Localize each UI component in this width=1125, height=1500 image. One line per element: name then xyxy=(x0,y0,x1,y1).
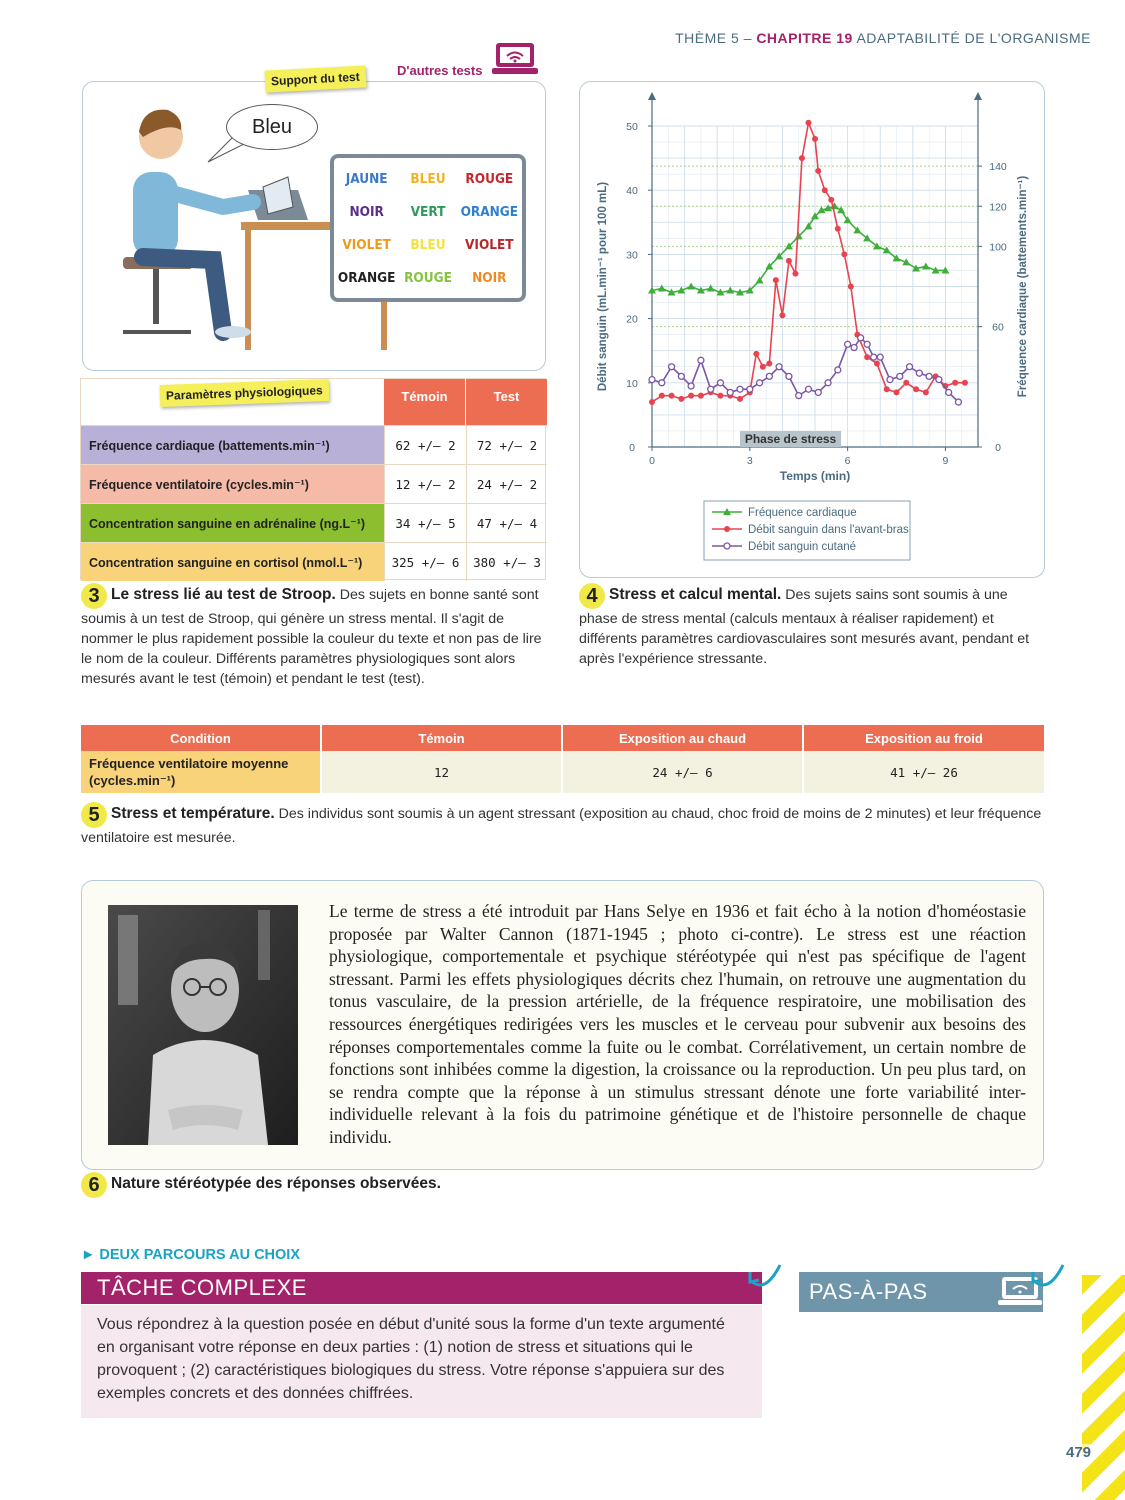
data-point xyxy=(835,226,841,232)
y2-tick-label: 60 xyxy=(992,321,1004,334)
physio-row-label: Concentration sanguine en cortisol (nmol.L⁻¹) xyxy=(81,543,384,581)
stroop-word: NOIR xyxy=(349,203,384,220)
data-point xyxy=(825,380,831,386)
data-point xyxy=(903,380,909,386)
data-point xyxy=(766,361,772,367)
physio-table-wrapper xyxy=(80,378,546,580)
data-point xyxy=(678,373,684,379)
doc4-caption xyxy=(579,583,1049,669)
data-point xyxy=(936,377,942,383)
data-point xyxy=(717,393,723,399)
doc5-caption xyxy=(81,802,1049,848)
data-point xyxy=(841,251,847,257)
temp-value-chaud: 24 +/– 6 xyxy=(562,751,803,793)
data-point xyxy=(877,354,883,360)
data-point xyxy=(887,377,893,383)
doc6-title: Nature stéréotypée des réponses observées. xyxy=(111,1175,441,1192)
temp-header-condition: Condition xyxy=(81,725,321,751)
data-point xyxy=(678,396,684,402)
y2-tick-label: 120 xyxy=(989,201,1007,214)
data-point xyxy=(815,168,821,174)
data-point xyxy=(766,373,772,379)
doc4-text: Des sujets sains sont soumis à une phase de stress mental (calculs mentaux à réaliser rapidement) et différents paramètres cardiovasculaires sont mesurés avant, pendant et après l'expérience stressante. xyxy=(579,587,1030,667)
arrow-icon xyxy=(1028,1260,1068,1295)
parcours-label: ► DEUX PARCOURS AU CHOIX xyxy=(81,1247,300,1263)
doc5-number: 5 xyxy=(81,802,107,828)
legend-marker xyxy=(724,543,730,549)
physio-temoin-value: 34 +/– 5 xyxy=(384,504,466,542)
stroop-word: VIOLET xyxy=(465,236,514,253)
doc6-number: 6 xyxy=(81,1172,107,1198)
arrow-icon xyxy=(745,1260,785,1295)
data-point xyxy=(707,285,715,292)
col-temoin-header: Témoin xyxy=(384,379,465,425)
data-point xyxy=(845,341,851,347)
stroop-word: BLEU xyxy=(410,170,446,187)
temp-value-froid: 41 +/– 26 xyxy=(803,751,1044,793)
stroop-word: VIOLET xyxy=(342,236,391,253)
legend-label: Fréquence cardiaque xyxy=(748,507,857,519)
cannon-photo xyxy=(108,905,298,1145)
stroop-word: ORANGE xyxy=(460,203,519,220)
data-point xyxy=(851,344,857,350)
physio-row xyxy=(81,425,547,464)
temp-header-froid: Exposition au froid xyxy=(803,725,1044,751)
data-point xyxy=(747,386,753,392)
doc3-number: 3 xyxy=(81,583,107,609)
data-point xyxy=(805,386,811,392)
parcours-label-text: DEUX PARCOURS AU CHOIX xyxy=(99,1247,300,1263)
temp-value-temoin: 12 xyxy=(321,751,562,793)
y-tick-label: 30 xyxy=(626,249,638,262)
data-point xyxy=(796,393,802,399)
data-point xyxy=(799,155,805,161)
data-point xyxy=(649,377,655,383)
physio-temoin-value: 12 +/– 2 xyxy=(384,465,466,503)
physio-test-value: 24 +/– 2 xyxy=(466,465,547,503)
data-point xyxy=(837,206,845,213)
data-point xyxy=(962,380,968,386)
data-point xyxy=(894,389,900,395)
y-tick-label: 20 xyxy=(626,313,638,326)
doc3-title: Le stress lié au test de Stroop. xyxy=(111,586,336,603)
data-point xyxy=(776,364,782,370)
cannon-text: Le terme de stress a été introduit par Hans Selye en 1936 et fait écho à la notion d'homéostasie proposée par Walter Cannon (1871-1945 ; photo ci-contre). Le stress est une réaction physiologique, comportementale et psychique stéréotypée qui n'est pas spécifique de l'agent stressant. Parmi les effets physiologiques décrits chez l'humain, on retrouve une augmentation du tonus vasculaire, de la pression artérielle, de la fréquence respiratoire, une mobilisation des ressources énergétiques redirigées vers les muscles et le cerveau pour subvenir aux besoins des réponses comportementales comme la fuite ou le combat. Corrélativement, un certain nombre de fonctions sont inhibées comme la digestion, la croissance ou la reproduction. Un peu plus tard, on se rendra compte que la réponse à un stimulus stressant dénote une forte variabilité inter-individuelle relevant à la fois du patrimoine génétique et de l'histoire personnelle de chaque individu. xyxy=(329,901,1026,1147)
physio-row-label: Concentration sanguine en adrénaline (ng.L⁻¹) xyxy=(81,504,384,542)
stroop-word: ROUGE xyxy=(465,170,514,187)
data-point xyxy=(874,361,880,367)
doc3-caption xyxy=(81,583,551,689)
data-point xyxy=(688,393,694,399)
temp-header-temoin: Témoin xyxy=(321,725,562,751)
data-point xyxy=(926,373,932,379)
stroop-word: ORANGE xyxy=(337,269,396,286)
physio-row xyxy=(81,542,547,581)
laptop-wifi-icon[interactable] xyxy=(492,41,540,77)
data-point xyxy=(913,386,919,392)
other-tests-link[interactable]: D'autres tests xyxy=(397,63,483,78)
data-point xyxy=(907,364,913,370)
stroop-word: ROUGE xyxy=(404,269,452,286)
x-tick-label: 9 xyxy=(942,455,949,467)
data-point xyxy=(786,373,792,379)
doc6-caption xyxy=(81,1172,681,1198)
legend-marker xyxy=(724,526,730,532)
legend-label: Débit sanguin cutané xyxy=(748,541,857,553)
params-sticker: Paramètres physiologiques xyxy=(160,379,329,407)
data-point xyxy=(688,383,694,389)
physio-row-label: Fréquence cardiaque (battements.min⁻¹) xyxy=(81,426,384,464)
y2-axis-label: Fréquence cardiaque (battements.min⁻¹) xyxy=(1017,175,1029,398)
chapter-header xyxy=(675,30,1091,46)
data-point xyxy=(773,277,779,283)
physio-test-value: 47 +/– 4 xyxy=(466,504,547,542)
speech-bubble: Bleu xyxy=(226,104,318,150)
data-point xyxy=(669,364,675,370)
data-point xyxy=(884,386,890,392)
data-point xyxy=(792,271,798,277)
data-point xyxy=(737,386,743,392)
x-tick-label: 6 xyxy=(844,455,851,467)
stroop-word: VERT xyxy=(410,203,446,220)
data-point xyxy=(946,389,952,395)
cannon-box xyxy=(81,880,1044,1170)
data-point xyxy=(897,373,903,379)
data-point xyxy=(779,312,785,318)
legend-label: Débit sanguin dans l'avant-bras xyxy=(748,524,909,536)
stroop-word: JAUNE xyxy=(345,170,388,187)
chapter-label: CHAPITRE 19 xyxy=(756,30,853,46)
pas-a-pas-label: PAS-À-PAS xyxy=(809,1279,928,1304)
tache-complexe-text: Vous répondrez à la question posée en début d'unité sous la forme d'un texte argumenté en organisant votre réponse en deux parties : (1) notion de stress et situations qui le provoquent ; (2) caractéristiques biologiques du stress. Votre réponse s'appuiera sur des exemples concrets et des données chiffrées. xyxy=(81,1305,762,1418)
physio-temoin-value: 325 +/– 6 xyxy=(384,543,466,581)
margin-stripes xyxy=(1082,1275,1125,1500)
support-sticker: Support du test xyxy=(264,65,366,92)
chapter-subtitle: ADAPTABILITÉ DE L'ORGANISME xyxy=(856,30,1091,46)
data-point xyxy=(727,389,733,395)
data-point xyxy=(760,364,766,370)
data-point xyxy=(687,283,695,290)
data-point xyxy=(864,354,870,360)
doc5-text: Des individus sont soumis à un agent stressant (exposition au chaud, choc froid de moins de 2 minutes) et leur fréquence ventilatoire est mesurée. xyxy=(81,806,1042,846)
data-point xyxy=(955,399,961,405)
blood-flow-chart xyxy=(580,82,1046,579)
temperature-table xyxy=(81,725,1044,793)
y2-tick-label: 0 xyxy=(995,442,1001,454)
data-point xyxy=(698,357,704,363)
data-point xyxy=(922,262,930,269)
x-tick-label: 3 xyxy=(746,455,753,467)
data-point xyxy=(923,389,929,395)
data-point xyxy=(871,354,877,360)
tache-complexe-title[interactable]: TÂCHE COMPLEXE xyxy=(81,1272,762,1304)
data-point xyxy=(757,380,763,386)
data-point xyxy=(864,341,870,347)
data-point xyxy=(649,399,655,405)
data-point xyxy=(669,393,675,399)
y-axis-label: Débit sanguin (mL.min⁻¹ pour 100 mL) xyxy=(597,181,609,392)
data-point xyxy=(658,285,666,292)
data-point xyxy=(916,370,922,376)
x-axis-label: Temps (min) xyxy=(779,469,851,483)
physio-test-value: 380 +/– 3 xyxy=(466,543,547,581)
physio-row xyxy=(81,503,547,542)
data-point xyxy=(828,197,834,203)
theme-label: THÈME 5 – xyxy=(675,30,752,46)
doc5-title: Stress et température. xyxy=(111,805,275,822)
data-point xyxy=(698,393,704,399)
data-point xyxy=(858,335,864,341)
y2-tick-label: 140 xyxy=(989,161,1007,174)
stroop-board xyxy=(330,154,526,302)
stroop-illustration-panel xyxy=(82,81,546,371)
data-point xyxy=(805,120,811,126)
y-tick-label: 0 xyxy=(629,442,635,454)
chart-panel xyxy=(579,81,1045,578)
x-tick-label: 0 xyxy=(649,455,655,467)
page-number: 479 xyxy=(1066,1444,1092,1461)
doc4-number: 4 xyxy=(579,583,605,609)
physio-rows xyxy=(81,425,547,581)
data-point xyxy=(812,136,818,142)
data-point xyxy=(753,351,759,357)
data-point xyxy=(717,380,723,386)
y2-axis-arrow xyxy=(974,92,982,100)
data-point xyxy=(815,389,821,395)
data-point xyxy=(848,284,854,290)
data-point xyxy=(737,396,743,402)
y2-tick-label: 100 xyxy=(989,241,1007,254)
stroop-word: NOIR xyxy=(472,269,507,286)
physio-temoin-value: 62 +/– 2 xyxy=(384,426,466,464)
physio-row-label: Fréquence ventilatoire (cycles.min⁻¹) xyxy=(81,465,384,503)
data-point xyxy=(726,287,734,294)
temp-header-chaud: Exposition au chaud xyxy=(562,725,803,751)
y-axis-arrow xyxy=(648,92,656,100)
data-point xyxy=(659,393,665,399)
temp-row-label: Fréquence ventilatoire moyenne (cycles.min⁻¹) xyxy=(81,751,321,793)
stroop-word: BLEU xyxy=(410,236,446,253)
data-point xyxy=(822,187,828,193)
data-point xyxy=(952,380,958,386)
y-tick-label: 50 xyxy=(626,121,638,133)
data-point xyxy=(659,380,665,386)
physio-row xyxy=(81,464,547,503)
y-tick-label: 10 xyxy=(626,377,638,390)
physio-test-value: 72 +/– 2 xyxy=(466,426,547,464)
phase-label: Phase de stress xyxy=(744,432,837,446)
data-point xyxy=(708,386,714,392)
doc4-title: Stress et calcul mental. xyxy=(609,586,782,603)
data-point xyxy=(786,258,792,264)
data-point xyxy=(835,367,841,373)
doc3-text: Des sujets en bonne santé sont soumis à un test de Stroop, qui génère un stress mental. Il s'agit de nommer le plus rapidement possible la couleur du texte et non pas de lire le nom de la couleur. Différents paramètres physiologiques sont alors mesurés avant le test (témoin) et pendant le test (test). xyxy=(81,587,542,687)
y-tick-label: 40 xyxy=(626,185,638,198)
col-test-header: Test xyxy=(466,379,547,425)
